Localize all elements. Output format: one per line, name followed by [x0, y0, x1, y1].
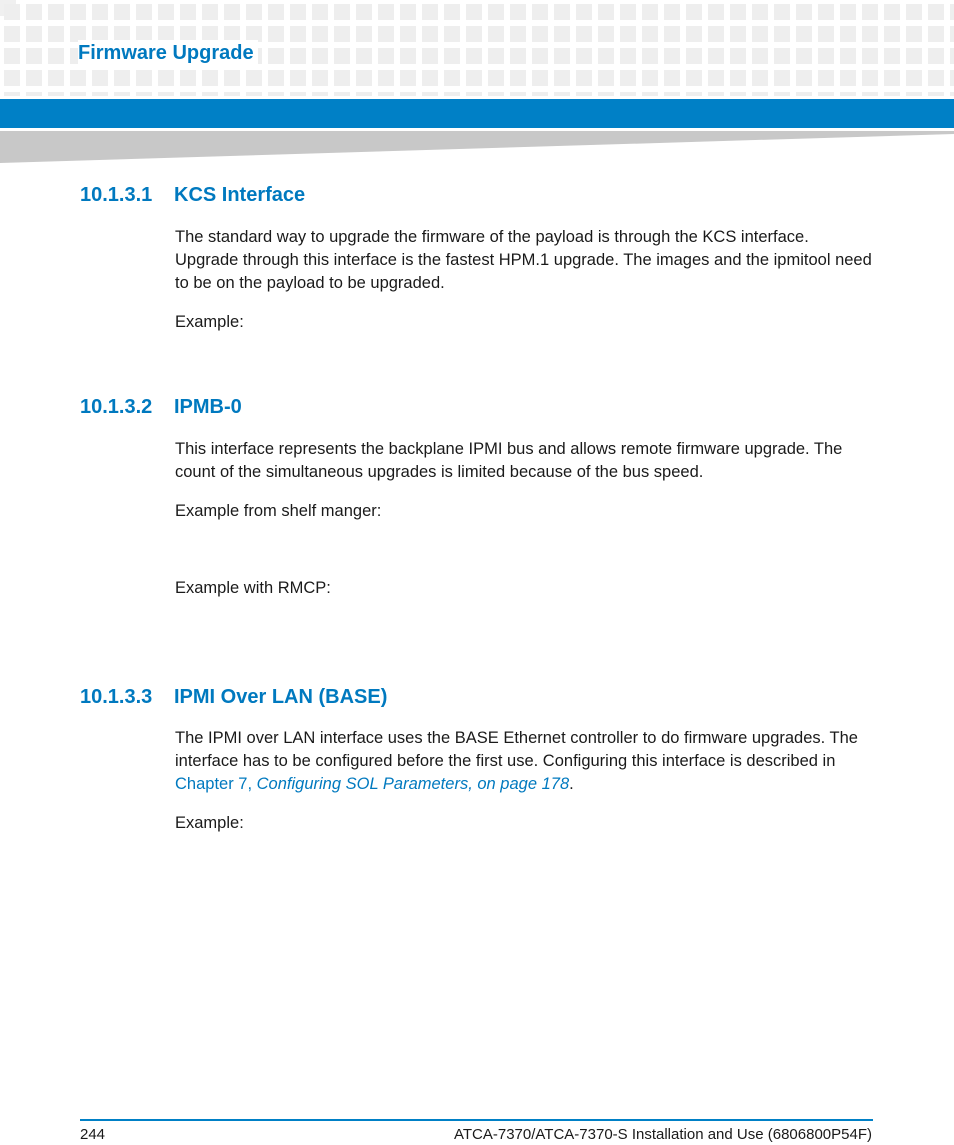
- section-title: IPMB-0: [174, 396, 242, 418]
- section-number: 10.1.3.2: [80, 396, 153, 418]
- section-paragraph-ipmb: This interface represents the backplane IPMI bus and allows remote firmware upgrade. The count of the simultaneous upgrades is limited because of the bus speed.: [175, 440, 843, 481]
- link-separator: ,: [247, 775, 257, 793]
- footer-divider: [80, 1119, 873, 1121]
- paragraph-end: .: [569, 775, 574, 793]
- footer-page-number: 244: [80, 1126, 106, 1143]
- section-number: 10.1.3.1: [80, 184, 153, 206]
- section-heading-ipmb: [80, 396, 242, 419]
- page-header-title: Firmware Upgrade: [78, 40, 258, 67]
- section-heading-ipmi-lan: [80, 686, 387, 709]
- section-title: IPMI Over LAN (BASE): [174, 686, 388, 708]
- header-gray-wedge: [0, 131, 954, 163]
- example-label-shelf-manager: Example from shelf manger:: [175, 502, 382, 520]
- example-label-rmcp: Example with RMCP:: [175, 579, 331, 597]
- paragraph-text: The IPMI over LAN interface uses the BASE Ethernet controller to do firmware upgrades. The interface has to be configured before the first use. Configuring this interface is described in: [175, 729, 858, 770]
- section-title: KCS Interface: [174, 184, 306, 206]
- header-blue-bar: [0, 99, 954, 128]
- section-paragraph-kcs: The standard way to upgrade the firmware of the payload is through the KCS interface. Upgrade through this interface is the fastest HPM.1 upgrade. The images and the ipmitool need to be on the payload to be upgraded.: [175, 228, 872, 292]
- example-label-kcs: Example:: [175, 313, 244, 331]
- section-paragraph-ipmi-lan: [175, 727, 875, 796]
- chapter-link[interactable]: Chapter 7: [175, 775, 248, 793]
- example-label-ipmi-lan: Example:: [175, 814, 244, 832]
- section-number: 10.1.3.3: [80, 686, 153, 708]
- section-heading-kcs: [80, 184, 305, 207]
- footer-document-title: ATCA-7370/ATCA-7370-S Installation and Use (6806800P54F): [453, 1126, 872, 1143]
- sol-parameters-link[interactable]: Configuring SOL Parameters, on page 178: [256, 775, 570, 793]
